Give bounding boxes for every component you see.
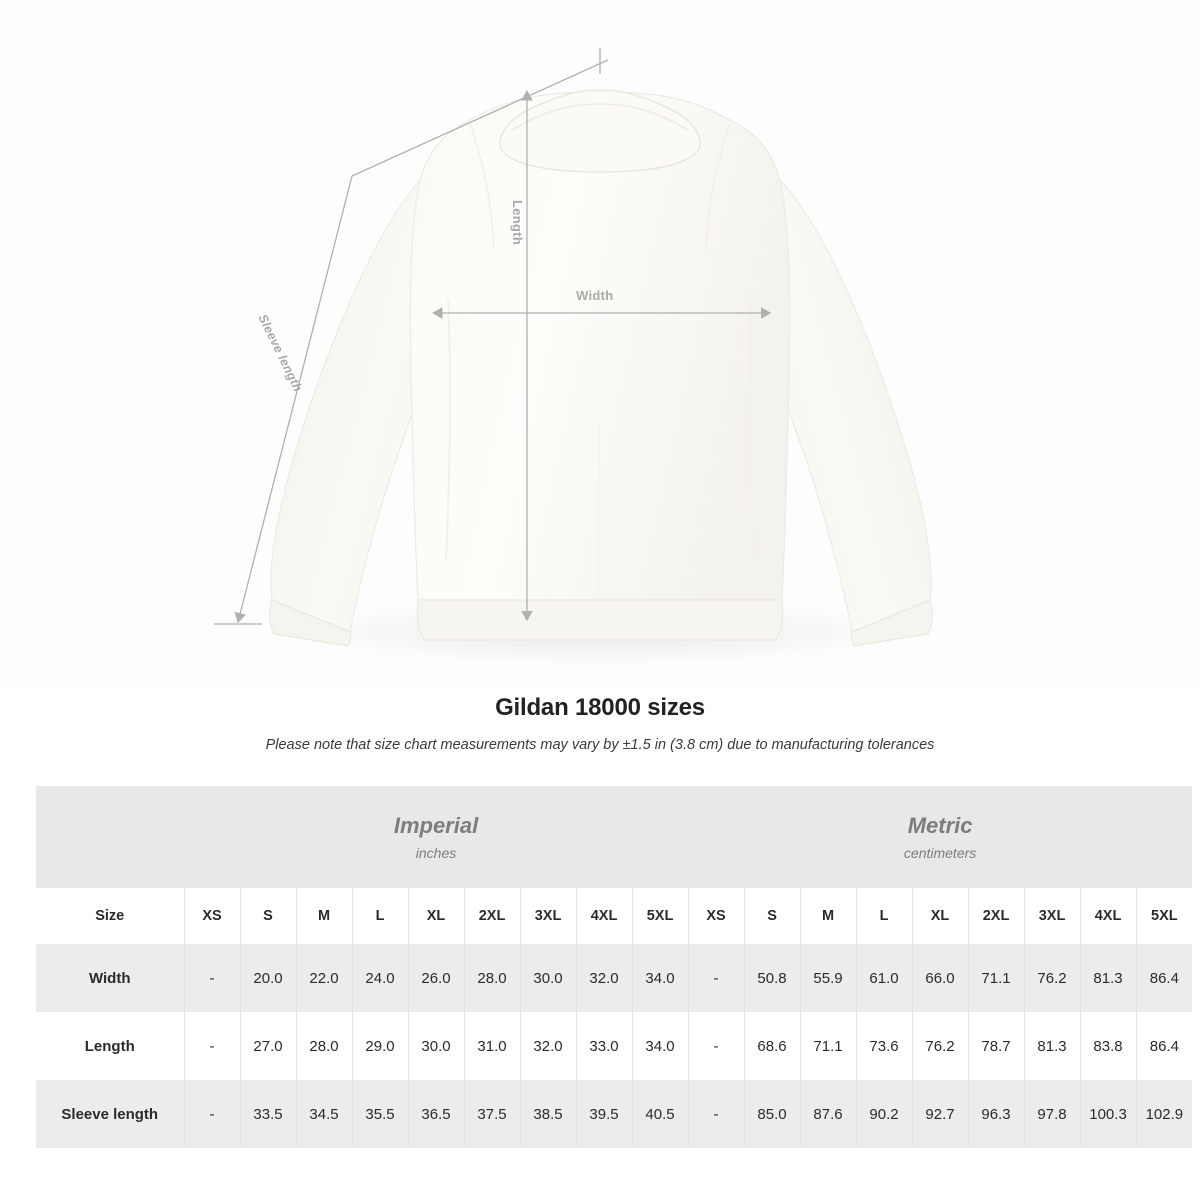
cell-width-imperial-xs: - [184, 944, 240, 1012]
size-header-metric-xl: XL [912, 888, 968, 944]
cell-length-metric-s: 68.6 [744, 1012, 800, 1080]
cell-width-imperial-xl: 26.0 [408, 944, 464, 1012]
cell-width-imperial-5xl: 34.0 [632, 944, 688, 1012]
table-row [36, 944, 1192, 1012]
cell-length-metric-l: 73.6 [856, 1012, 912, 1080]
size-header-metric-m: M [800, 888, 856, 944]
size-header-imperial-3xl: 3XL [520, 888, 576, 944]
cell-sleeve-metric-3xl: 97.8 [1024, 1080, 1080, 1148]
size-table [36, 786, 1192, 1148]
cell-width-metric-m: 55.9 [800, 944, 856, 1012]
cell-length-imperial-xl: 30.0 [408, 1012, 464, 1080]
cell-sleeve-metric-xl: 92.7 [912, 1080, 968, 1148]
cell-sleeve-imperial-2xl: 37.5 [464, 1080, 520, 1148]
cell-sleeve-imperial-5xl: 40.5 [632, 1080, 688, 1148]
cell-width-metric-3xl: 76.2 [1024, 944, 1080, 1012]
unit-group-imperial-name: Imperial [393, 812, 479, 838]
unit-group-metric-name: Metric [907, 812, 973, 838]
size-header-imperial-s: S [240, 888, 296, 944]
row-label-length: Length [36, 1012, 184, 1080]
cell-length-imperial-2xl: 31.0 [464, 1012, 520, 1080]
cell-width-imperial-2xl: 28.0 [464, 944, 520, 1012]
size-header-metric-4xl: 4XL [1080, 888, 1136, 944]
cell-sleeve-metric-l: 90.2 [856, 1080, 912, 1148]
cell-sleeve-metric-4xl: 100.3 [1080, 1080, 1136, 1148]
cell-length-metric-4xl: 83.8 [1080, 1012, 1136, 1080]
size-header-metric-5xl: 5XL [1136, 888, 1192, 944]
cell-length-imperial-4xl: 33.0 [576, 1012, 632, 1080]
table-row [36, 1012, 1192, 1080]
cell-sleeve-metric-s: 85.0 [744, 1080, 800, 1148]
cell-sleeve-imperial-m: 34.5 [296, 1080, 352, 1148]
cell-width-metric-s: 50.8 [744, 944, 800, 1012]
cell-sleeve-imperial-s: 33.5 [240, 1080, 296, 1148]
cell-sleeve-imperial-4xl: 39.5 [576, 1080, 632, 1148]
cell-length-metric-5xl: 86.4 [1136, 1012, 1192, 1080]
cell-length-imperial-xs: - [184, 1012, 240, 1080]
unit-header-row [36, 786, 1192, 888]
cell-width-metric-xs: - [688, 944, 744, 1012]
cell-sleeve-metric-5xl: 102.9 [1136, 1080, 1192, 1148]
cell-sleeve-metric-m: 87.6 [800, 1080, 856, 1148]
cell-width-metric-xl: 66.0 [912, 944, 968, 1012]
cell-width-metric-4xl: 81.3 [1080, 944, 1136, 1012]
size-header-imperial-l: L [352, 888, 408, 944]
length-dimension-label: Length [510, 200, 525, 246]
width-dimension-label: Width [576, 288, 614, 303]
size-header-imperial-2xl: 2XL [464, 888, 520, 944]
size-header-imperial-m: M [296, 888, 352, 944]
cell-sleeve-metric-xs: - [688, 1080, 744, 1148]
size-header-metric-s: S [744, 888, 800, 944]
unit-group-imperial [184, 786, 688, 888]
cell-length-imperial-l: 29.0 [352, 1012, 408, 1080]
cell-length-imperial-5xl: 34.0 [632, 1012, 688, 1080]
row-label-width: Width [36, 944, 184, 1012]
unit-group-metric-sub: centimeters [903, 845, 977, 862]
cell-length-imperial-m: 28.0 [296, 1012, 352, 1080]
cell-width-imperial-3xl: 30.0 [520, 944, 576, 1012]
tolerance-note: Please note that size chart measurements may vary by ±1.5 in (3.8 cm) due to manufacturing tolerances [265, 737, 935, 753]
cell-width-metric-5xl: 86.4 [1136, 944, 1192, 1012]
cell-length-metric-xl: 76.2 [912, 1012, 968, 1080]
cell-width-metric-2xl: 71.1 [968, 944, 1024, 1012]
cell-length-imperial-s: 27.0 [240, 1012, 296, 1080]
size-header-imperial-5xl: 5XL [632, 888, 688, 944]
cell-width-imperial-4xl: 32.0 [576, 944, 632, 1012]
cell-width-imperial-l: 24.0 [352, 944, 408, 1012]
size-header-metric-2xl: 2XL [968, 888, 1024, 944]
cell-sleeve-metric-2xl: 96.3 [968, 1080, 1024, 1148]
cell-length-imperial-3xl: 32.0 [520, 1012, 576, 1080]
cell-width-imperial-s: 20.0 [240, 944, 296, 1012]
cell-sleeve-imperial-xs: - [184, 1080, 240, 1148]
table-row [36, 1080, 1192, 1148]
sleeve-length-dimension-label: Sleeve length [255, 312, 306, 395]
size-header-metric-l: L [856, 888, 912, 944]
cell-sleeve-imperial-3xl: 38.5 [520, 1080, 576, 1148]
cell-sleeve-imperial-xl: 36.5 [408, 1080, 464, 1148]
size-header-metric-xs: XS [688, 888, 744, 944]
size-header-metric-3xl: 3XL [1024, 888, 1080, 944]
cell-length-metric-2xl: 78.7 [968, 1012, 1024, 1080]
unit-group-imperial-sub: inches [415, 845, 457, 862]
row-label-sleeve-length: Sleeve length [36, 1080, 184, 1148]
cell-sleeve-imperial-l: 35.5 [352, 1080, 408, 1148]
cell-width-metric-l: 61.0 [856, 944, 912, 1012]
size-header-row [36, 888, 1192, 944]
cell-length-metric-m: 71.1 [800, 1012, 856, 1080]
size-header-label: Size [36, 888, 184, 944]
size-table-container [36, 786, 1184, 1148]
size-header-imperial-xl: XL [408, 888, 464, 944]
cell-length-metric-3xl: 81.3 [1024, 1012, 1080, 1080]
unit-spacer-cell [36, 786, 184, 888]
page-title: Gildan 18000 sizes [495, 694, 705, 721]
size-header-imperial-xs: XS [184, 888, 240, 944]
title-block [0, 694, 1200, 753]
cell-width-imperial-m: 22.0 [296, 944, 352, 1012]
cell-length-metric-xs: - [688, 1012, 744, 1080]
unit-group-metric [688, 786, 1192, 888]
size-header-imperial-4xl: 4XL [576, 888, 632, 944]
